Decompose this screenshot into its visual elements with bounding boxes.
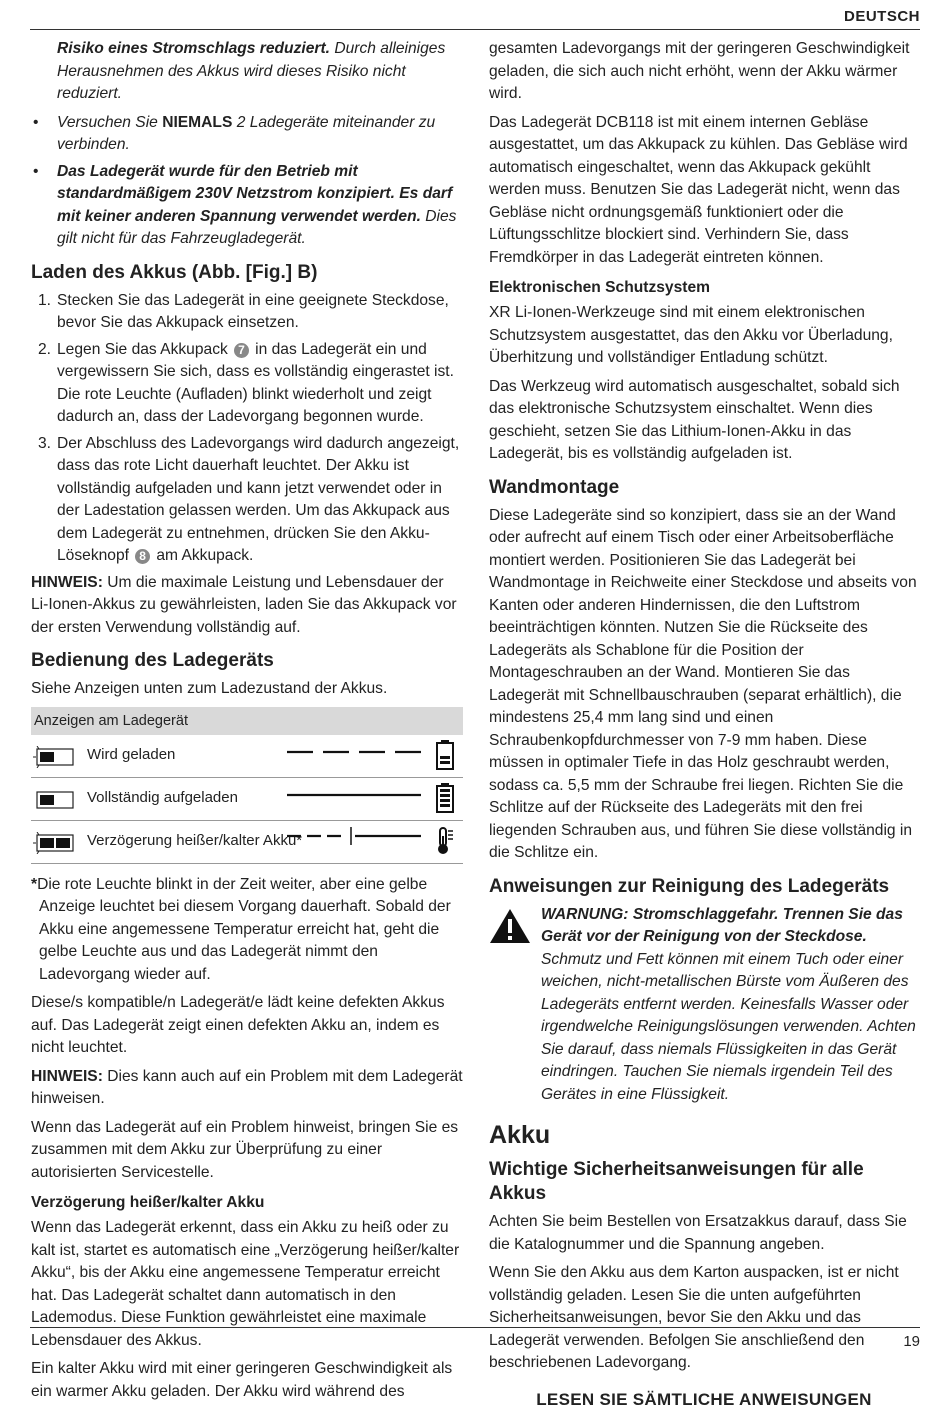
bullet-item: • Versuchen Sie NIEMALS 2 Ladegeräte miteinander zu verbinden.	[31, 112, 463, 157]
step-item: 2. Legen Sie das Akkupack 7 in das Ladegerät ein und vergewissern Sie sich, dass es vollständig eingerastet ist. Die rote Leuchte (Aufladen) blinkt wiederholt und zeigt dadurch an, dass der Ladevorgang begonnen wurde.	[31, 339, 463, 429]
step-item: 1. Stecken Sie das Ladegerät in eine geeignete Steckdose, bevor Sie das Akkupack einsetzen.	[31, 290, 463, 335]
continued-paragraph: gesamten Ladevorgangs mit der geringeren Geschwindigkeit geladen, die sich auch nicht erhöht, wenn der Akku wärmer wird.	[489, 38, 919, 106]
protection-paragraph: XR Li-Ionen-Werkzeuge sind mit einem elektronischen Schutzsystem ausgestattet, das den Akku vor Überladung, Überhitzung und vollständiger Entladung schützt.	[489, 302, 919, 370]
section-heading-wall: Wandmontage	[489, 476, 919, 500]
figure-ref: 8	[135, 549, 150, 564]
service-paragraph: Wenn das Ladegerät auf ein Problem hinweist, bringen Sie es zusammen mit dem Akku zur Überprüfung zu einer autorisierten Servicestelle.	[31, 1117, 463, 1185]
right-column	[489, 38, 919, 1411]
blinking-dual-lamp-icon	[33, 832, 75, 854]
blinking-lamp-icon	[33, 746, 75, 768]
section-heading-charging: Laden des Akkus (Abb. [Fig.] B)	[31, 261, 463, 285]
defect-paragraph: Diese/s kompatible/n Ladegerät/e lädt keine defekten Akkus auf. Das Ladegerät zeigt einen defekten Akku an, indem es nicht leuchtet.	[31, 992, 463, 1060]
indicator-row	[31, 821, 463, 864]
charging-steps	[31, 290, 463, 568]
figure-ref: 7	[234, 343, 249, 358]
footer-rule	[30, 1327, 920, 1328]
battery-full-icon	[435, 783, 455, 813]
battery-charging-icon	[435, 740, 455, 770]
language-label: DEUTSCH	[844, 8, 920, 25]
section-heading-operation: Bedienung des Ladegeräts	[31, 649, 463, 673]
footnote: *Die rote Leuchte blinkt in der Zeit weiter, aber eine gelbe Anzeige leuchtet bei diesem Vorgang dauerhaft. Sobald der Akku eine angemessene Temperatur erreicht hat, geht die gelbe Leuchte aus und das Ladegerät nimmt den Ladevorgang wieder auf.	[31, 874, 463, 987]
protection-paragraph: Das Werkzeug wird automatisch ausgeschaltet, sobald sich das elektronische Schutzsystem einschaltet. Wenn dies geschieht, setzen Sie das Lithium-Ionen-Akku in das Ladegerät, bis es vollständig aufgeladen ist.	[489, 376, 919, 466]
section-heading-cleaning: Anweisungen zur Reinigung des Ladegeräts	[489, 875, 919, 899]
delay-paragraph: Ein kalter Akku wird mit einer geringeren Geschwindigkeit als ein warmer Akku geladen. Der Akku wird während des	[31, 1358, 463, 1403]
indicator-label: Vollständig aufgeladen	[87, 787, 238, 810]
delay-paragraph: Wenn das Ladegerät erkennt, dass ein Akku zu heiß oder zu kalt ist, startet es automatisch eine „Verzögerung heißer/kalter Akku“, bis der Akku eine angemessene Temperatur erreicht hat. Das Ladegerät schaltet dann automatisch in den Lademodus. Diese Funktion gewährleistet eine maximale Lebensdauer des Akkus.	[31, 1217, 463, 1352]
delay-pattern-icon	[287, 827, 421, 845]
wall-paragraph: Diese Ladegeräte sind so konzipiert, dass sie an der Wand oder aufrecht auf einem Tisch oder einer Arbeitsoberfläche montiert werden. Positionieren Sie das Ladegerät bei Wandmontage in Reichweite einer Steckdose und abseits von Kanten oder anderen Hindernissen, die den Luftstrom beeinträchtigen könnten. Nutzen Sie die Rückseite des Ladegeräts als Schablone für die Position der Montageschrauben an der Wand. Montieren Sie das Ladegerät mit Schnellbauschrauben (separat erhältlich), die mindestens 25,4 mm lang sind und einen Schraubenkopfdurchmesser von 7-9 mm haben. Diese müssen in optimaler Tiefe in das Holz geschraubt werden, sodass ca. 5,5 mm der Schraube frei liegen. Richten Sie die Schlitze auf der Rückseite des Ladegeräts mit den frei liegenden Schrauben aus, und führen Sie diese vollständig in die Schlitze ein.	[489, 505, 919, 865]
step-item: 3. Der Abschluss des Ladevorgangs wird dadurch angezeigt, dass das rote Licht dauerhaft leuchtet. Der Akku ist vollständig aufgeladen und kann jetzt verwendet oder in der Ladestation gelassen werden. Um das Akkupack aus dem Ladegerät zu entnehmen, drücken Sie den Akku-Löseknopf 8 am Akkupack.	[31, 433, 463, 568]
page-number: 19	[903, 1333, 920, 1350]
indicator-row	[31, 735, 463, 778]
warning-block: WARNUNG: Stromschlaggefahr. Trennen Sie das Gerät vor der Reinigung von der Steckdose. Schmutz und Fett können mit einem Tuch oder einer weichen, nicht-metallischen Bürste vom Äußeren des Ladegeräts entfernt werden. Keinesfalls Wasser oder irgendwelche Reinigungslösungen verwenden. Achten Sie darauf, dass niemals Flüssigkeiten in das Gerät eindringen. Tauchen Sie niemals irgendein Teil des Gerätes in eine Flüssigkeit.	[489, 904, 919, 1107]
operation-intro: Siehe Anzeigen unten zum Ladezustand der Akkus.	[31, 678, 463, 701]
indicator-table-header: Anzeigen am Ladegerät	[31, 707, 463, 735]
left-column	[31, 38, 463, 1409]
blink-pattern-icon	[287, 749, 421, 755]
fan-paragraph: Das Ladegerät DCB118 ist mit einem internen Gebläse ausgestattet, um das Akkupack zu kühlen. Das Gebläse wird automatisch eingeschaltet, wenn das Akkupack gekühlt werden muss. Benutzen Sie das Ladegerät nicht, wenn das Gebläse nicht ordnungsgemäß funktioniert oder die Lüftungsschlitze blockiert sind. Verhindern Sie, dass Fremdkörper in das Ladegerät eintreten können.	[489, 112, 919, 270]
subheading-delay: Verzögerung heißer/kalter Akku	[31, 1192, 463, 1214]
steady-pattern-icon	[287, 792, 421, 798]
safety-paragraph: Wenn Sie den Akku aus dem Karton auspacken, ist er nicht vollständig geladen. Lesen Sie die unten aufgeführten Sicherheitsanweisungen, bevor Sie den Akku und das Ladegerät verwenden. Befolgen Sie anschließend den beschriebenen Ladevorgang.	[489, 1262, 919, 1375]
thermometer-icon	[435, 826, 455, 856]
indicator-label: Wird geladen	[87, 744, 175, 767]
indicator-label: Verzögerung heißer/kalter Akku*	[87, 830, 302, 853]
section-heading-safety: Wichtige Sicherheitsanweisungen für alle Akkus	[489, 1158, 919, 1206]
subheading-protection: Elektronischen Schutzsystem	[489, 277, 919, 299]
read-all-heading: LESEN SIE SÄMTLICHE ANWEISUNGEN	[489, 1389, 919, 1411]
warning-triangle-icon	[489, 908, 531, 944]
section-heading-akku: Akku	[489, 1120, 919, 1150]
bullet-item: • Das Ladegerät wurde für den Betrieb mit standardmäßigem 230V Netzstrom konzipiert. Es darf mit keiner anderen Spannung verwendet werden. Dies gilt nicht für das Fahrzeugladegerät.	[31, 161, 463, 251]
intro-paragraph: Risiko eines Stromschlags reduziert. Durch alleiniges Herausnehmen des Akkus wird dieses Risiko nicht reduziert.	[31, 38, 463, 106]
steady-lamp-icon	[33, 789, 75, 811]
indicator-table	[31, 707, 463, 864]
note-paragraph: HINWEIS: Dies kann auch auf ein Problem mit dem Ladegerät hinweisen.	[31, 1066, 463, 1111]
safety-paragraph: Achten Sie beim Bestellen von Ersatzakkus darauf, dass Sie die Katalognummer und die Spannung angeben.	[489, 1211, 919, 1256]
header-rule	[30, 29, 920, 30]
indicator-row	[31, 778, 463, 821]
note-paragraph: HINWEIS: Um die maximale Leistung und Lebensdauer der Li-Ionen-Akkus zu gewährleisten, laden Sie das Akkupack vor der ersten Verwendung vollständig auf.	[31, 572, 463, 640]
